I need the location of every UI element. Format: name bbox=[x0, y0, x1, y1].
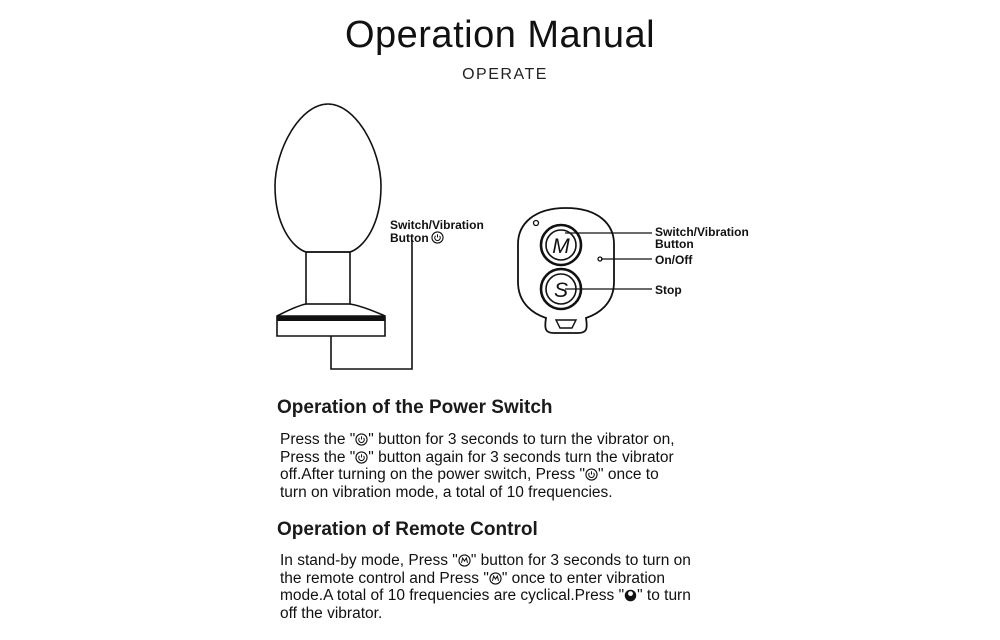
power-switch-heading: Operation of the Power Switch bbox=[277, 397, 553, 418]
device-switch-label bbox=[390, 219, 484, 244]
power-icon bbox=[355, 433, 368, 446]
power-text-1a: Press the " bbox=[280, 431, 356, 448]
remote-text-2b: " once to enter vibration bbox=[501, 569, 666, 587]
power-text-4: turn on vibration mode, a total of 10 frequencies. bbox=[280, 483, 613, 501]
remote-onoff-label: On/Off bbox=[655, 253, 693, 267]
remote-text-4: off the vibrator. bbox=[280, 604, 383, 622]
plug-bulb bbox=[275, 104, 381, 252]
page-subtitle: OPERATE bbox=[462, 66, 548, 83]
stop-button-icon bbox=[624, 589, 637, 602]
power-switch-instructions bbox=[280, 431, 750, 501]
m-button-icon bbox=[489, 572, 502, 585]
power-text-2a: Press the " bbox=[280, 448, 356, 466]
remote-text-1a: In stand-by mode, Press " bbox=[280, 552, 458, 569]
power-text-3a: off.After turning on the power switch, Press " bbox=[280, 466, 586, 483]
power-icon bbox=[585, 468, 598, 481]
remote-control-illustration bbox=[518, 208, 652, 333]
power-text-2b: " button again for 3 seconds turn the vibrator bbox=[368, 448, 674, 466]
remote-text-3b: " to turn bbox=[637, 587, 691, 604]
power-text-3b: " once to bbox=[598, 466, 659, 483]
remote-button-m-glyph: M bbox=[552, 235, 570, 258]
remote-text-2a: the remote control and Press " bbox=[280, 569, 489, 587]
power-text-1b: " button for 3 seconds to turn the vibrator on, bbox=[368, 431, 675, 448]
power-icon bbox=[355, 451, 368, 464]
m-button-icon bbox=[458, 554, 471, 567]
remote-stop-label: Stop bbox=[655, 283, 682, 297]
device-label-line2: Button bbox=[390, 230, 429, 245]
plug-neck bbox=[306, 252, 350, 304]
remote-label-1-line1: Switch/Vibration bbox=[655, 225, 749, 239]
page-title: Operation Manual bbox=[344, 14, 656, 56]
remote-button-s-glyph: S bbox=[553, 279, 569, 302]
remote-text-1b: " button for 3 seconds to turn on bbox=[470, 552, 691, 569]
remote-control-instructions bbox=[280, 552, 750, 622]
device-label-line1: Switch/Vibration bbox=[390, 218, 484, 232]
remote-switch-label bbox=[655, 226, 749, 250]
power-icon bbox=[431, 231, 444, 244]
remote-text-3a: mode.A total of 10 frequencies are cyclical.Press " bbox=[280, 587, 625, 604]
remote-label-1-line2: Button bbox=[655, 237, 694, 251]
remote-control-heading: Operation of Remote Control bbox=[277, 519, 538, 540]
